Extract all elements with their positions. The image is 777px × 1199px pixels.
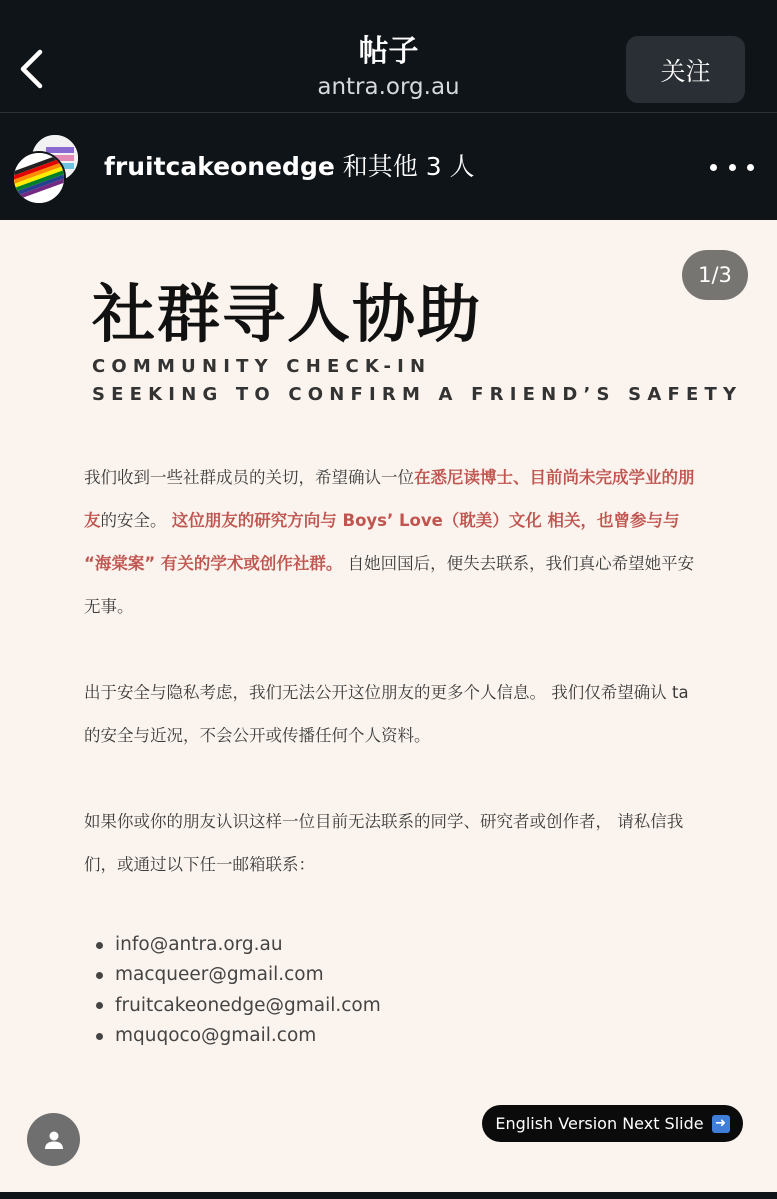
more-dots-icon xyxy=(710,164,717,171)
more-dot xyxy=(747,164,754,171)
slide-counter: 1/3 xyxy=(682,250,748,300)
post-headline: 社群寻人协助 xyxy=(92,278,482,351)
person-icon xyxy=(43,1129,65,1151)
bottom-edge xyxy=(0,1192,777,1199)
paragraph-2: 出于安全与隐私考虑，我们无法公开这位朋友的更多个人信息。 我们仅希望确认 ta 的安全与近况，不会公开或传播任何个人资料。 xyxy=(84,683,689,745)
follow-button[interactable]: 关注 xyxy=(626,36,745,103)
p1-highlight-1: 在悉尼读博士、目前尚未完成学业的朋友 xyxy=(84,468,695,530)
user-tags-button[interactable] xyxy=(27,1113,80,1166)
avatar-stack[interactable] xyxy=(12,133,80,203)
page-title: 帖子 xyxy=(358,34,419,69)
email-text: macqueer@gmail.com xyxy=(115,964,324,986)
avatar-primary xyxy=(12,151,66,205)
p1-text-a: 我们收到一些社群成员的关切，希望确认一位 xyxy=(84,468,414,487)
p1-highlight-2: 这位朋友的研究方向与 Boys’ Love（耽美）文化 相关，也曾参与与 “海棠案” 有关的学术或创作社群。 xyxy=(84,511,680,573)
p1-text-e: 自她回国后，便失去联系，我们真心希望她平安无事。 xyxy=(84,554,695,616)
post-image[interactable] xyxy=(0,220,777,1192)
paragraph-3: 如果你或你的朋友认识这样一位目前无法联系的同学、研究者或创作者， 请私信我们，或通过以下任一邮箱联系： xyxy=(84,812,684,874)
account-name[interactable] xyxy=(104,151,475,183)
next-slide-label: English Version Next Slide xyxy=(495,1114,704,1133)
page-subtitle: antra.org.au xyxy=(317,74,460,100)
post-subheadline-1: COMMUNITY CHECK-IN xyxy=(92,356,432,377)
more-dot xyxy=(729,164,736,171)
email-item xyxy=(96,960,381,990)
bullet-icon xyxy=(96,972,103,979)
post-subheadline-2: SEEKING TO CONFIRM A FRIEND’S SAFETY xyxy=(92,384,743,405)
right-arrow-icon: ➜ xyxy=(712,1115,730,1133)
p1-text-c: 的安全。 xyxy=(100,511,172,530)
email-list xyxy=(96,930,381,1051)
email-item xyxy=(96,1021,381,1051)
more-options-button[interactable] xyxy=(710,155,754,179)
paragraph-1 xyxy=(84,456,696,628)
email-item xyxy=(96,930,381,960)
email-text: info@antra.org.au xyxy=(115,934,283,955)
account-row xyxy=(0,113,777,220)
email-text: fruitcakeonedge@gmail.com xyxy=(115,994,381,1016)
bullet-icon xyxy=(96,1002,103,1009)
next-slide-note xyxy=(482,1105,743,1142)
bullet-icon xyxy=(96,1033,103,1040)
pride-flag-icon xyxy=(14,153,64,203)
account-others: 和其他 3 人 xyxy=(334,152,475,181)
top-nav-bar xyxy=(0,0,777,112)
bullet-icon xyxy=(96,942,103,949)
account-username[interactable]: fruitcakeonedge xyxy=(104,152,335,181)
email-item xyxy=(96,991,381,1021)
email-text: mquqoco@gmail.com xyxy=(115,1024,317,1046)
